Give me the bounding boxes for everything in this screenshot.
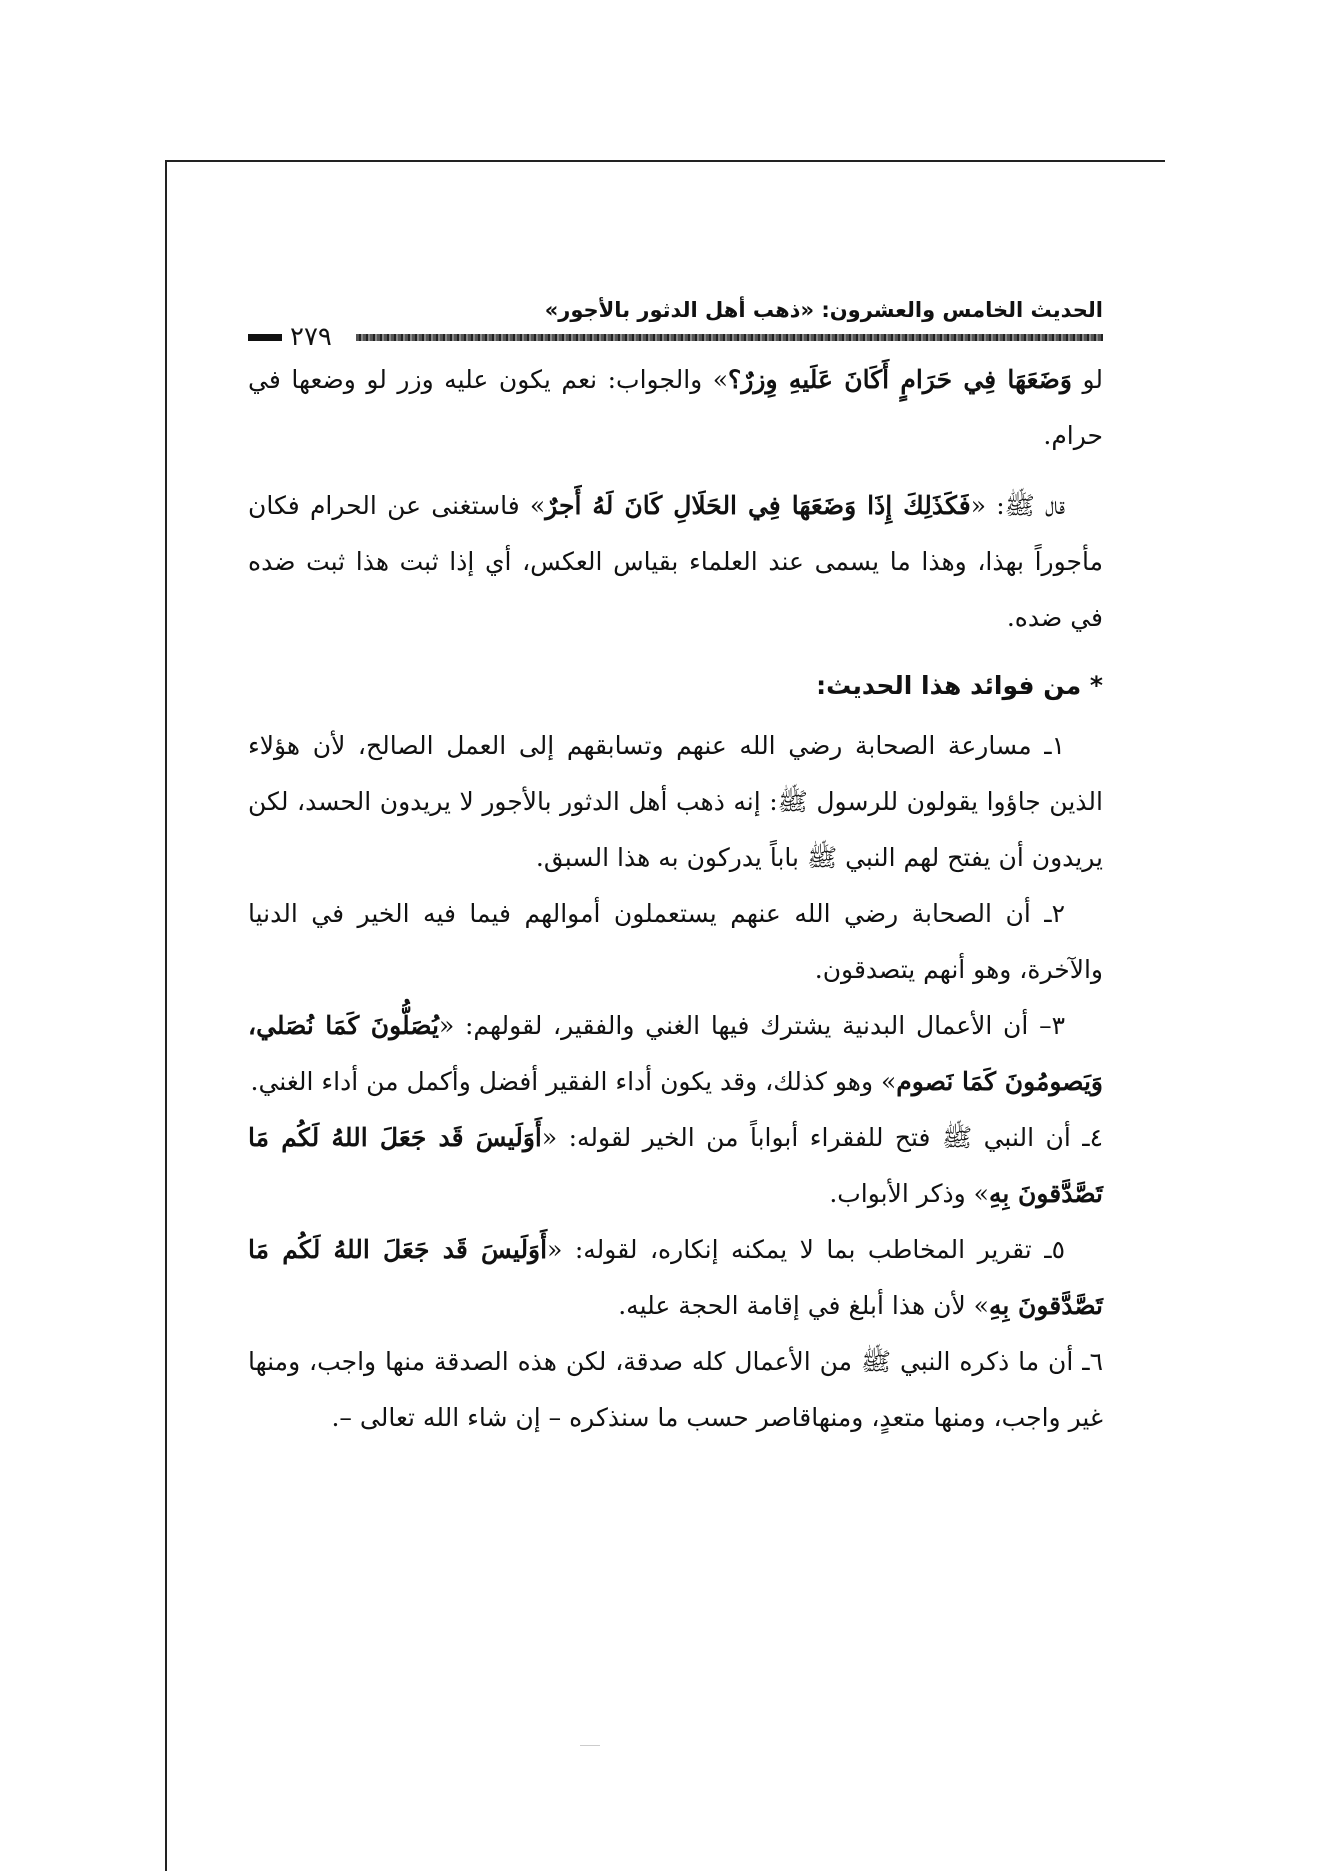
scan-border-top: [165, 160, 1165, 162]
benefit-item-4: ٤ـ أن النبي ﷺ فتح للفقراء أبواباً من الخير لقوله: «أَوَلَيسَ قَد جَعَلَ اللهُ لَكُم مَا تَصَّدَّقونَ بِهِ» وذكر الأبواب.: [248, 1123, 1103, 1208]
hadith-quote: وَضَعَهَا فِي حَرَامٍ أَكَانَ عَلَيهِ وِزرٌ؟: [728, 365, 1072, 394]
running-title: الحديث الخامس والعشرون: «ذهب أهل الدثور بالأجور»: [544, 298, 1103, 322]
hadith-quote: فَكَذَلِكَ إِذَا وَضَعَهَا فِي الحَلَالِ كَانَ لَهُ أَجرٌ: [545, 491, 971, 520]
book-page: [248, 292, 1103, 1446]
hadith-quote: أَوَلَيسَ قَد جَعَلَ اللهُ لَكُم مَا تَصَّدَّقونَ بِهِ: [248, 1123, 1103, 1208]
benefit-item-3: ٣– أن الأعمال البدنية يشترك فيها الغني والفقير، لقولهم: «يُصَلُّونَ كَمَا نُصَلي، وَيَصومُونَ كَمَا نَصوم» وهو كذلك، وقد يكون أداء الفقير أفضل وأكمل من أداء الغني.: [248, 1011, 1103, 1096]
header-rule: [356, 334, 1103, 341]
hadith-quote: يُصَلُّونَ كَمَا نُصَلي، وَيَصومُونَ كَمَا نَصوم: [248, 1011, 1103, 1096]
benefit-item-5: ٥ـ تقرير المخاطب بما لا يمكنه إنكاره، لقوله: «أَوَلَيسَ قَد جَعَلَ اللهُ لَكُم مَا تَصَّدَّقونَ بِهِ» لأن هذا أبلغ في إقامة الحجة عليه.: [248, 1235, 1103, 1320]
benefit-item-6: ٦ـ أن ما ذكره النبي ﷺ من الأعمال كله صدقة، لكن هذه الصدقة منها واجب، ومنها غير واجب، ومنها متعدٍ، ومنهاقاصر حسب ما سنذكره – إن شاء الله تعالى –.: [248, 1347, 1103, 1432]
benefit-item-2: ٢ـ أن الصحابة رضي الله عنهم يستعملون أموالهم فيما فيه الخير في الدنيا والآخرة، وهو أنهم يتصدقون.: [248, 899, 1103, 984]
paragraph-continued: لو وَضَعَهَا فِي حَرَامٍ أَكَانَ عَلَيهِ وِزرٌ؟» والجواب: نعم يكون عليه وزر لو وضعها في حرام.: [248, 365, 1103, 450]
page-number-bar: [248, 334, 282, 341]
paragraph-analogy: قال ﷺ: «فَكَذَلِكَ إِذَا وَضَعَهَا فِي الحَلَالِ كَانَ لَهُ أَجرٌ» فاستغنى عن الحرام فكان مأجوراً بهذا، وهذا ما يسمى عند العلماء بقياس العكس، أي إذا ثبت هذا ثبت ضده في ضده.: [248, 491, 1103, 632]
scan-speck: [580, 1745, 600, 1746]
page-number: ٢٧٩: [290, 322, 332, 352]
section-heading: * من فوائد هذا الحديث:: [816, 671, 1103, 700]
scan-border-left: [165, 160, 167, 1871]
hadith-quote: أَوَلَيسَ قَد جَعَلَ اللهُ لَكُم مَا تَصَّدَّقونَ بِهِ: [248, 1235, 1103, 1320]
page-number-block: [248, 322, 332, 352]
benefit-item-1: ١ـ مسارعة الصحابة رضي الله عنهم وتسابقهم إلى العمل الصالح، لأن هؤلاء الذين جاؤوا يقولون للرسول ﷺ: إنه ذهب أهل الدثور بالأجور لا يريدون الحسد، لكن يريدون أن يفتح لهم النبي ﷺ باباً يدركون به هذا السبق.: [248, 731, 1103, 872]
page-header: [248, 292, 1103, 352]
